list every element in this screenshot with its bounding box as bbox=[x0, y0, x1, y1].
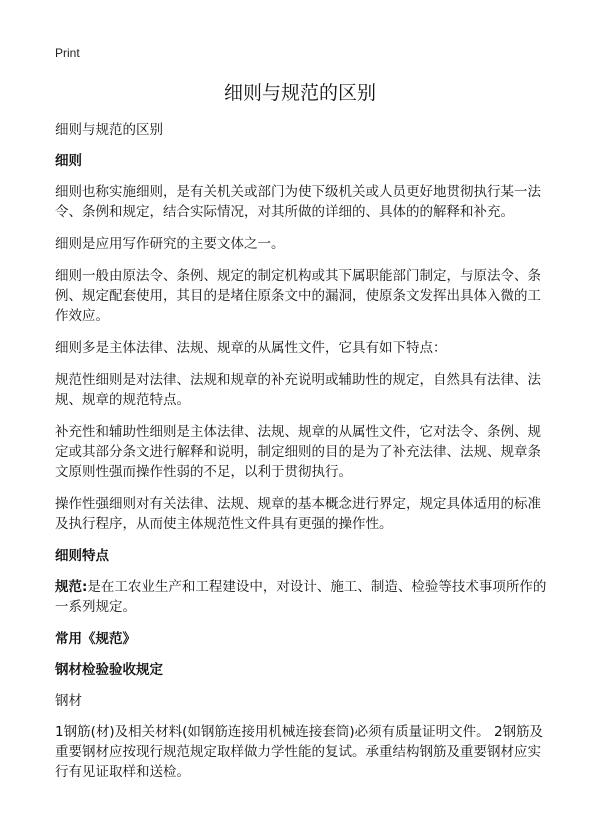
guifan-definition-text: 是在工农业生产和工程建设中，对设计、施工、制造、检验等技术事项所作的一系列规定。 bbox=[55, 579, 547, 615]
steel-subheading: 钢材 bbox=[55, 693, 82, 709]
section-heading-steel: 钢材检验验收规定 bbox=[55, 662, 163, 678]
section-heading-xize: 细则 bbox=[55, 153, 82, 169]
paragraph-definition: 细则也称实施细则，是有关机关或部门为使下级机关或人员更好地贯彻执行某一法令、条例和规定，结合实际情况，对其所做的详细的、具体的的解释和补充。 bbox=[55, 184, 541, 220]
paragraph-features-intro: 细则多是主体法律、法规、规章的从属性文件，它具有如下特点： bbox=[55, 340, 447, 356]
guifan-term: 规范: bbox=[55, 579, 88, 595]
paragraph-genre: 细则是应用写作研究的主要文体之一。 bbox=[55, 236, 285, 252]
paragraph-supplementary: 补充性和辅助性细则是主体法律、法规、规章的从属性文件，它对法令、条例、规定或其部分条文进行解释和说明，制定细则的目的是为了补充法律、法规、规章条文原则性强而操作性弱的不足，以利于贯彻执行。 bbox=[55, 424, 541, 480]
section-heading-features: 细则特点 bbox=[55, 548, 109, 564]
section-heading-common: 常用《规范》 bbox=[55, 631, 136, 647]
page-title: 细则与规范的区别 bbox=[223, 82, 376, 104]
paragraph-steel: 1钢筋(材)及相关材料(如钢筋连接用机械连接套筒)必须有质量证明文件。 2钢筋及重要钢材应按现行规范规定取样做力学性能的复试。承重结构钢筋及重要钢材应实行有见证取样和送检。 bbox=[55, 724, 544, 780]
paragraph-origin: 细则一般由原法令、条例、规定的制定机构或其下属职能部门制定，与原法令、条例、规定配套使用，其目的是堵住原条文中的漏洞，使原条文发挥出具体入微的工作效应。 bbox=[55, 268, 541, 324]
document-subtitle: 细则与规范的区别 bbox=[55, 122, 163, 138]
document-body bbox=[55, 120, 550, 794]
paragraph-operational: 操作性强细则对有关法律、法规、规章的基本概念进行界定，规定具体适用的标准及执行程序，从而使主体规范性文件具有更强的操作性。 bbox=[55, 496, 541, 532]
print-link[interactable]: Print bbox=[55, 46, 80, 60]
paragraph-normative: 规范性细则是对法律、法规和规章的补充说明或辅助性的规定，自然具有法律、法规、规章的规范特点。 bbox=[55, 372, 541, 408]
paragraph-guifan-definition bbox=[55, 577, 550, 617]
